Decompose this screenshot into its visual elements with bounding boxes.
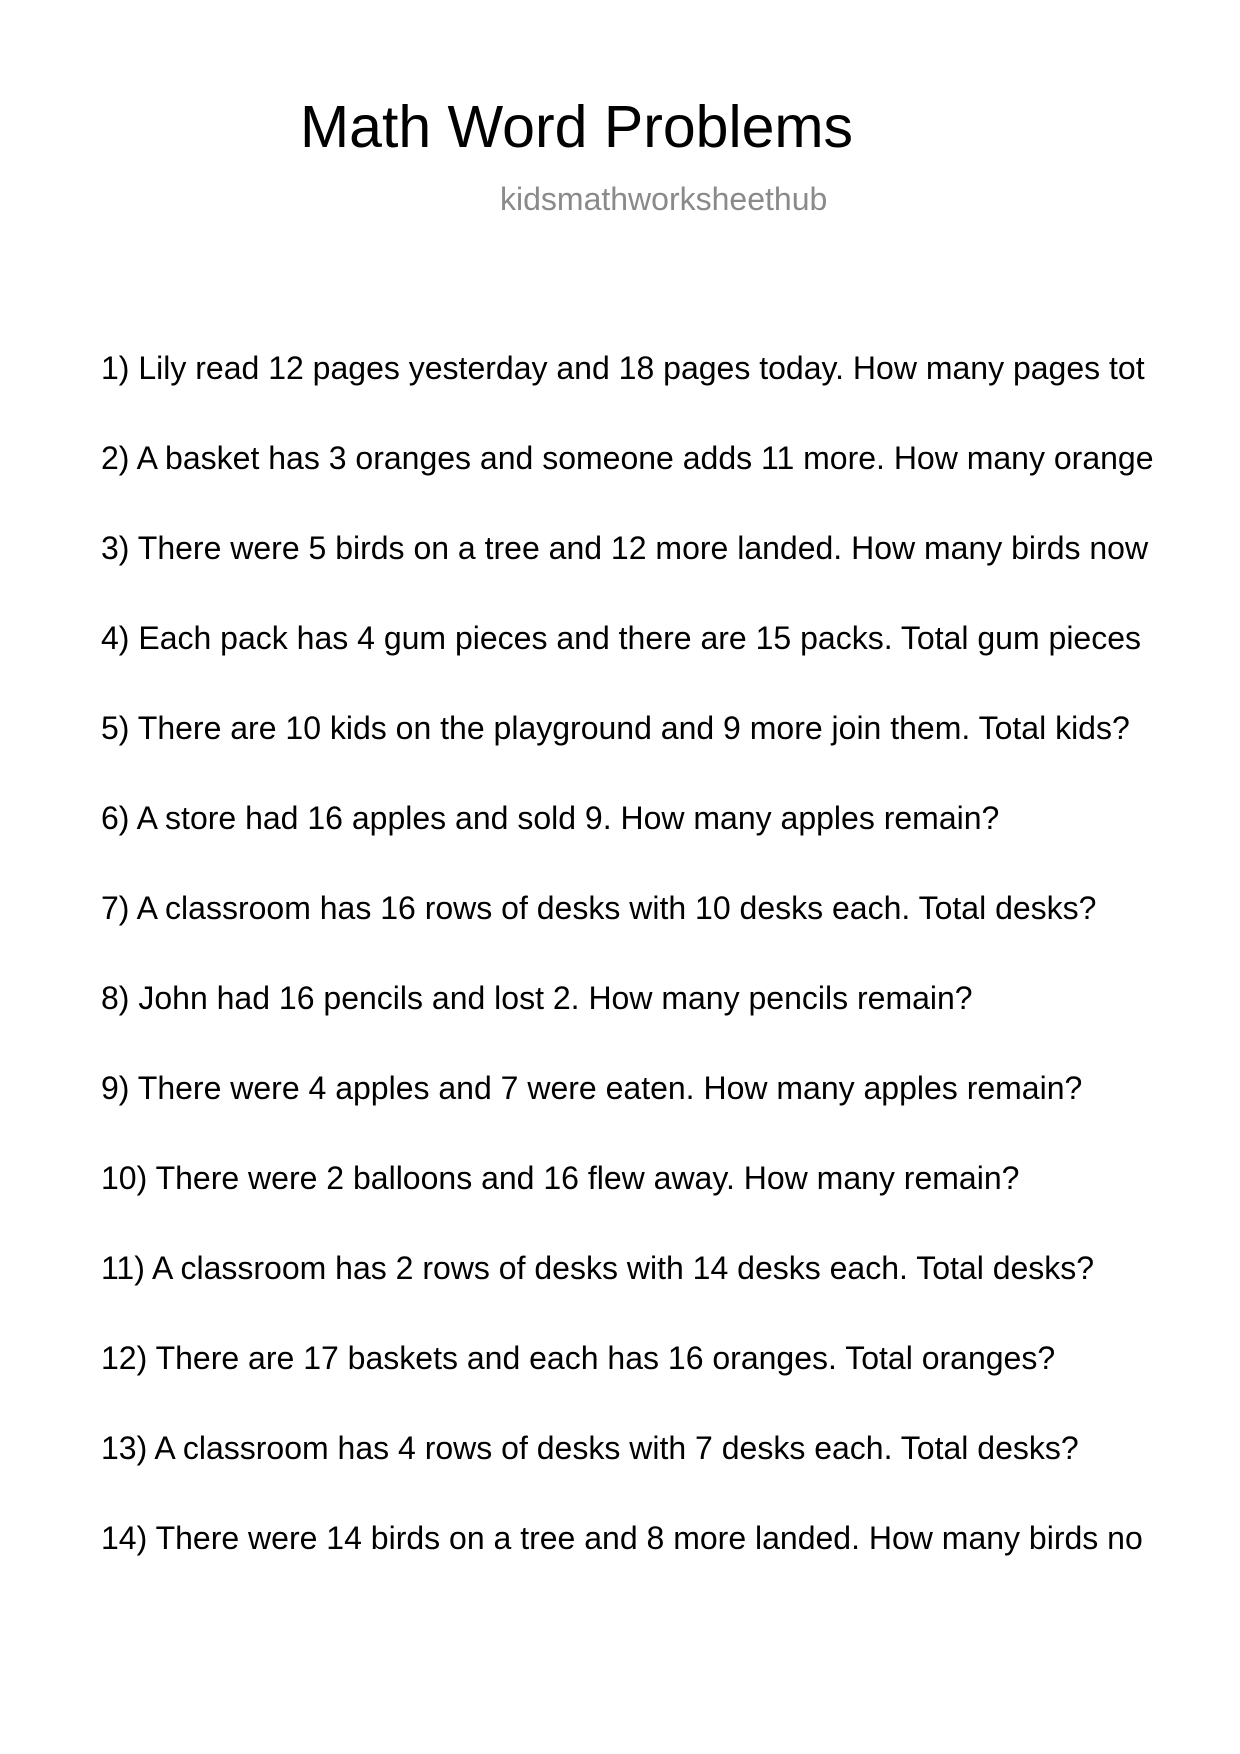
problem-item: 5) There are 10 kids on the playground and 9 more join them. Total kids? (101, 712, 1130, 746)
page-title: Math Word Problems (300, 94, 854, 160)
problem-item: 6) A store had 16 apples and sold 9. How many apples remain? (101, 802, 1000, 836)
problem-item: 7) A classroom has 16 rows of desks with 10 desks each. Total desks? (101, 892, 1097, 926)
problem-item: 13) A classroom has 4 rows of desks with 7 desks each. Total desks? (101, 1432, 1079, 1466)
problem-item: 14) There were 14 birds on a tree and 8 more landed. How many birds no (101, 1522, 1143, 1556)
problem-item: 3) There were 5 birds on a tree and 12 more landed. How many birds now (101, 532, 1149, 566)
page-subtitle: kidsmathworksheethub (500, 181, 828, 217)
problem-item: 9) There were 4 apples and 7 were eaten. How many apples remain? (101, 1072, 1083, 1106)
problem-item: 12) There are 17 baskets and each has 16 oranges. Total oranges? (101, 1342, 1056, 1376)
problem-list (101, 352, 1240, 1612)
problem-item: 2) A basket has 3 oranges and someone adds 11 more. How many orange (101, 442, 1154, 476)
problem-item: 8) John had 16 pencils and lost 2. How many pencils remain? (101, 982, 973, 1016)
problem-item: 1) Lily read 12 pages yesterday and 18 pages today. How many pages tot (101, 352, 1145, 386)
problem-item: 10) There were 2 balloons and 16 flew away. How many remain? (101, 1162, 1020, 1196)
problem-item: 11) A classroom has 2 rows of desks with 14 desks each. Total desks? (101, 1252, 1095, 1286)
problem-item: 4) Each pack has 4 gum pieces and there are 15 packs. Total gum pieces (101, 622, 1142, 656)
